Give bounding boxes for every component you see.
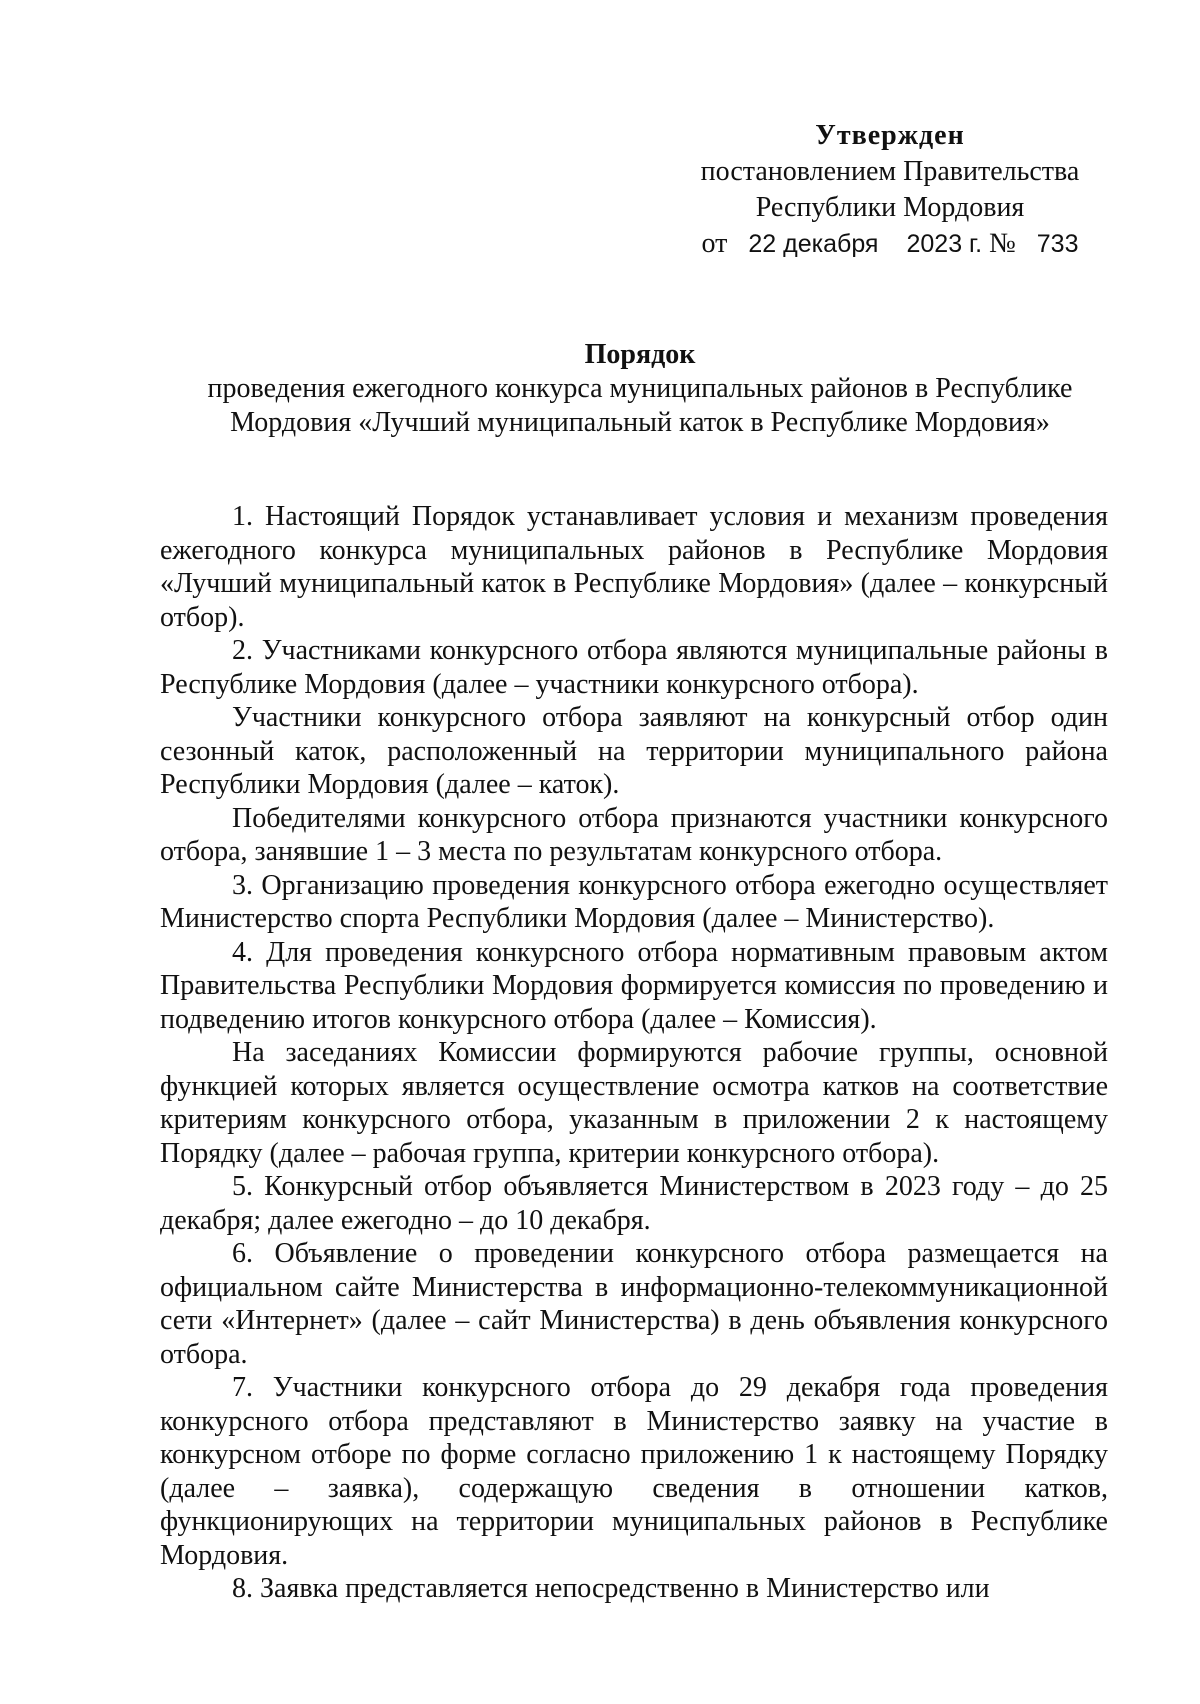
document-body bbox=[160, 500, 1108, 1606]
document-subtitle-line-2: Мордовия «Лучший муниципальный каток в Республике Мордовия» bbox=[230, 407, 1050, 438]
number-sign: № bbox=[989, 228, 1016, 259]
paragraph-4: 4. Для проведения конкурсного отбора нормативным правовым актом Правительства Республики Мордовия формируется комиссия по проведению и подведению итогов конкурсного отбора (далее – Комиссия). bbox=[160, 936, 1108, 1035]
resolution-number: 733 bbox=[1036, 230, 1079, 258]
date-day-month: 22 декабря bbox=[748, 230, 879, 258]
paragraph-8: 8. Заявка представляется непосредственно в Министерство или bbox=[232, 1573, 990, 1604]
paragraph-6: 6. Объявление о проведении конкурсного отбора размещается на официальном сайте Министерства в информационно-телекоммуникационной сети «Интернет» (далее – сайт Министерства) в день объявления конкурсного отбора. bbox=[160, 1238, 1108, 1370]
paragraph-3: 3. Организацию проведения конкурсного отбора ежегодно осуществляет Министерство спорта Республики Мордовия (далее – Министерство). bbox=[160, 869, 1108, 934]
paragraph-2-participants: Участники конкурсного отбора заявляют на конкурсный отбор один сезонный каток, расположенный на территории муниципального района Республики Мордовия (далее – каток). bbox=[160, 702, 1108, 800]
paragraph-4-working-groups: На заседаниях Комиссии формируются рабочие группы, основной функцией которых является осуществление осмотра катков на соответствие критериям конкурсного отбора, указанным в приложении 2 к настоящему Порядку (далее – рабочая группа, критерии конкурсного отбора). bbox=[160, 1037, 1108, 1169]
document-title-block bbox=[160, 338, 1120, 440]
date-prefix: от bbox=[701, 228, 728, 259]
approval-line-2: Республики Мордовия bbox=[755, 192, 1025, 223]
document-subtitle-line-1: проведения ежегодного конкурса муниципальных районов в Республике bbox=[207, 373, 1073, 404]
approval-title: Утвержден bbox=[815, 120, 965, 151]
paragraph-2-winners: Победителями конкурсного отбора признаются участники конкурсного отбора, занявшие 1 – 3 места по результатам конкурсного отбора. bbox=[160, 802, 1108, 867]
approval-line-1: постановлением Правительства bbox=[700, 156, 1080, 187]
approval-date-line bbox=[680, 226, 1100, 262]
paragraph-1: 1. Настоящий Порядок устанавливает условия и механизм проведения ежегодного конкурса муниципальных районов в Республике Мордовия «Лучший муниципальный каток в Республике Мордовия» (далее – конкурсный отбор). bbox=[160, 501, 1108, 633]
document-title: Порядок bbox=[584, 339, 696, 370]
approval-stamp-block bbox=[680, 118, 1100, 262]
paragraph-7: 7. Участники конкурсного отбора до 29 декабря года проведения конкурсного отбора представляют в Министерство заявку на участие в конкурсном отборе по форме согласно приложению 1 к настоящему Порядку (далее – заявка), содержащую сведения в отношении катков, функционирующих на территории муниципальных районов в Республике Мордовия. bbox=[160, 1372, 1108, 1571]
paragraph-2: 2. Участниками конкурсного отбора являются муниципальные районы в Республике Мордовия (далее – участники конкурсного отбора). bbox=[160, 635, 1108, 700]
date-year-number: 2023 г. bbox=[906, 230, 983, 258]
paragraph-5: 5. Конкурсный отбор объявляется Министерством в 2023 году – до 25 декабря; далее ежегодно – до 10 декабря. bbox=[160, 1171, 1108, 1236]
